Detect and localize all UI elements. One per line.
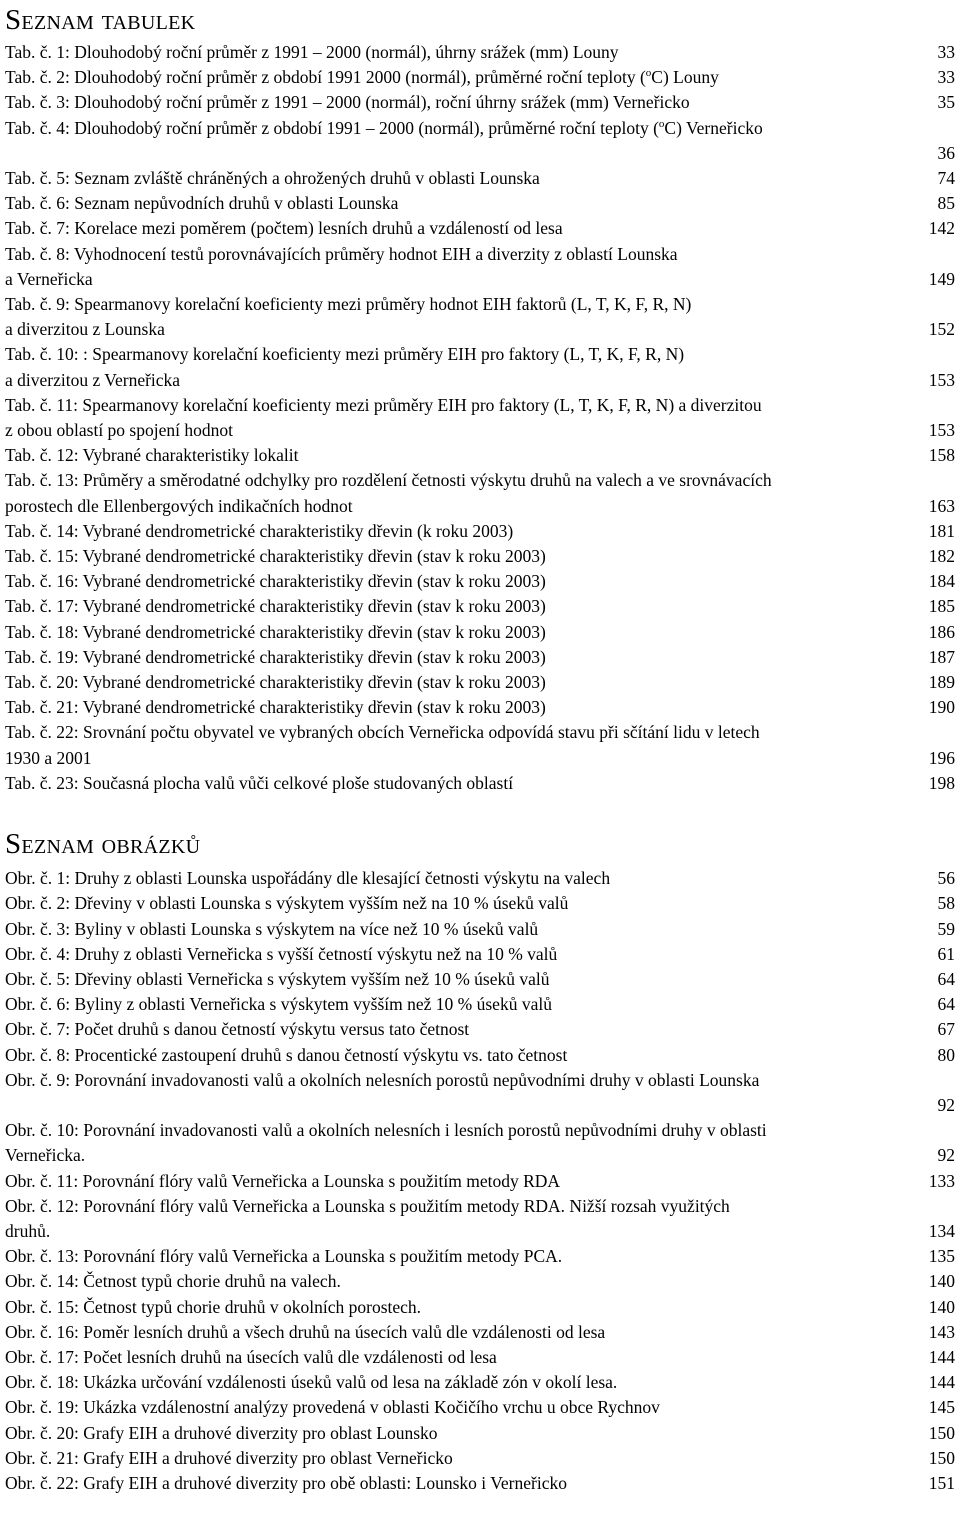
figures-heading: Seznam obrázků xyxy=(5,828,201,861)
table-entry[interactable] xyxy=(5,393,955,443)
table-entry[interactable] xyxy=(5,620,955,645)
table-page-number: 182 xyxy=(928,546,955,567)
table-entry-text: Tab. č. 21: Vybrané dendrometrické charakteristiky dřevin (stav k roku 2003) xyxy=(5,697,546,718)
table-page-number: 142 xyxy=(928,218,955,239)
table-entry[interactable] xyxy=(5,216,955,241)
figure-entry-text: Obr. č. 14: Četnost typů chorie druhů na valech. xyxy=(5,1271,341,1292)
table-entry-text-part: Tab. č. 2: Dlouhodobý roční průměr z období 1991 2000 (normál), průměrné roční teploty ( xyxy=(5,67,646,88)
table-entry[interactable] xyxy=(5,292,955,342)
table-entry-text: Tab. č. 17: Vybrané dendrometrické charakteristiky dřevin (stav k roku 2003) xyxy=(5,596,546,617)
table-page-number: 185 xyxy=(928,596,955,617)
table-entry-text: Tab. č. 16: Vybrané dendrometrické charakteristiky dřevin (stav k roku 2003) xyxy=(5,571,546,592)
table-entry-text-part: C) Verneřicko xyxy=(664,117,763,138)
figure-page-number: 134 xyxy=(928,1220,955,1241)
table-entry[interactable] xyxy=(5,468,955,518)
figure-page-number: 135 xyxy=(928,1246,955,1267)
figure-entry-text: Obr. č. 1: Druhy z oblasti Lounska uspořádány dle klesající četnosti výskytu na valech xyxy=(5,868,611,889)
table-entry-text: 1930 a 2001 xyxy=(5,747,92,768)
figure-page-number: 144 xyxy=(928,1346,955,1367)
table-entry[interactable] xyxy=(5,771,955,796)
figure-page-number: 92 xyxy=(937,1145,955,1166)
figure-entry-text: Verneřicka. xyxy=(5,1145,86,1166)
figure-entry[interactable] xyxy=(5,917,955,942)
figure-entry[interactable] xyxy=(5,1471,955,1496)
table-entry-text: a diverzitou z Lounska xyxy=(5,319,165,340)
figure-entry-text: Obr. č. 13: Porovnání flóry valů Verneřicka a Lounska s použitím metody PCA. xyxy=(5,1246,563,1267)
figure-entry-text: Obr. č. 12: Porovnání flóry valů Verneřicka a Lounska s použitím metody RDA. Nižší rozsah využitých xyxy=(5,1195,730,1216)
tables-heading: Seznam tabulek xyxy=(5,4,196,36)
table-entry-text: Tab. č. 22: Srovnání počtu obyvatel ve vybraných obcích Verneřicka odpovídá stavu při sčítání lidu v letech xyxy=(5,722,760,743)
table-page-number: 198 xyxy=(928,772,955,793)
table-entry[interactable] xyxy=(5,695,955,720)
figure-entry[interactable] xyxy=(5,1320,955,1345)
table-page-number: 74 xyxy=(937,168,955,189)
figure-entry[interactable] xyxy=(5,1269,955,1294)
figure-entry-text: Obr. č. 6: Byliny z oblasti Verneřicka s výskytem vyšším než 10 % úseků valů xyxy=(5,994,552,1015)
table-page-number: 158 xyxy=(928,445,955,466)
table-entry[interactable] xyxy=(5,519,955,544)
figure-entry[interactable] xyxy=(5,1169,955,1194)
figure-entry[interactable] xyxy=(5,967,955,992)
table-entry-text: Tab. č. 18: Vybrané dendrometrické charakteristiky dřevin (stav k roku 2003) xyxy=(5,621,546,642)
table-entry[interactable] xyxy=(5,116,955,166)
table-page-number: 33 xyxy=(937,67,955,88)
table-entry[interactable] xyxy=(5,166,955,191)
figure-entry[interactable] xyxy=(5,1395,955,1420)
degree-superscript: o xyxy=(645,67,652,80)
figure-entry-text: Obr. č. 20: Grafy EIH a druhové diverzity pro oblast Lounsko xyxy=(5,1422,438,1443)
figure-entry[interactable] xyxy=(5,891,955,916)
figure-page-number: 92 xyxy=(937,1094,955,1115)
table-entry-text: Tab. č. 20: Vybrané dendrometrické charakteristiky dřevin (stav k roku 2003) xyxy=(5,672,546,693)
figure-entry-text: Obr. č. 10: Porovnání invadovanosti valů a okolních nelesních i lesních porostů nepůvodními druhy v oblasti xyxy=(5,1120,767,1141)
figure-entry[interactable] xyxy=(5,942,955,967)
figure-entry-text: Obr. č. 11: Porovnání flóry valů Verneřicka a Lounska s použitím metody RDA xyxy=(5,1170,561,1191)
table-entry-text: Tab. č. 3: Dlouhodobý roční průměr z 1991 – 2000 (normál), roční úhrny srážek (mm) Verneřicko xyxy=(5,92,690,113)
table-entry-text: Tab. č. 9: Spearmanovy korelační koeficienty mezi průměry hodnot EIH faktorů (L, T, K, F, R, N) xyxy=(5,294,692,315)
table-entry[interactable] xyxy=(5,720,955,770)
table-entry-text: porostech dle Ellenbergových indikačních hodnot xyxy=(5,495,353,516)
table-entry-text: Tab. č. 5: Seznam zvláště chráněných a ohrožených druhů v oblasti Lounska xyxy=(5,168,540,189)
figure-entry[interactable] xyxy=(5,1370,955,1395)
figure-entry-text: druhů. xyxy=(5,1220,51,1241)
figure-page-number: 58 xyxy=(937,893,955,914)
figure-entry[interactable] xyxy=(5,866,955,891)
table-entry[interactable] xyxy=(5,65,955,90)
table-entry-text: Tab. č. 15: Vybrané dendrometrické charakteristiky dřevin (stav k roku 2003) xyxy=(5,546,546,567)
figure-entry-text: Obr. č. 9: Porovnání invadovanosti valů a okolních nelesních porostů nepůvodními druhy v oblasti Lounska xyxy=(5,1069,760,1090)
table-page-number: 163 xyxy=(928,495,955,516)
table-entry-text: Tab. č. 14: Vybrané dendrometrické charakteristiky dřevin (k roku 2003) xyxy=(5,520,514,541)
figure-entry[interactable] xyxy=(5,1043,955,1068)
table-page-number: 85 xyxy=(937,193,955,214)
table-page-number: 184 xyxy=(928,571,955,592)
figure-entry[interactable] xyxy=(5,1244,955,1269)
tables-list xyxy=(5,40,955,796)
table-entry-text: Tab. č. 19: Vybrané dendrometrické charakteristiky dřevin (stav k roku 2003) xyxy=(5,646,546,667)
table-page-number: 189 xyxy=(928,672,955,693)
table-entry-text: z obou oblastí po spojení hodnot xyxy=(5,420,233,441)
figure-entry-text: Obr. č. 4: Druhy z oblasti Verneřicka s vyšší četností výskytu než na 10 % valů xyxy=(5,943,558,964)
table-entry[interactable] xyxy=(5,191,955,216)
table-entry[interactable] xyxy=(5,342,955,392)
figure-entry[interactable] xyxy=(5,1017,955,1042)
table-page-number: 33 xyxy=(937,42,955,62)
figure-page-number: 151 xyxy=(928,1472,955,1493)
figure-entry-text: Obr. č. 3: Byliny v oblasti Lounska s výskytem na více než 10 % úseků valů xyxy=(5,918,539,939)
table-entry-text: a diverzitou z Verneřicka xyxy=(5,369,181,390)
table-entry-text-part: C) Louny xyxy=(651,67,719,88)
figure-entry[interactable] xyxy=(5,1068,955,1118)
figure-page-number: 140 xyxy=(928,1296,955,1317)
figure-entry-text: Obr. č. 15: Četnost typů chorie druhů v okolních porostech. xyxy=(5,1296,422,1317)
table-entry[interactable] xyxy=(5,40,955,65)
figure-page-number: 140 xyxy=(928,1271,955,1292)
table-entry[interactable] xyxy=(5,443,955,468)
figure-entry-text: Obr. č. 22: Grafy EIH a druhové diverzity pro obě oblasti: Lounsko i Verneřicko xyxy=(5,1472,567,1493)
table-entry-text: Tab. č. 12: Vybrané charakteristiky lokalit xyxy=(5,445,299,466)
figure-page-number: 64 xyxy=(937,994,955,1015)
figure-entry-text: Obr. č. 17: Počet lesních druhů na úsecích valů dle vzdálenosti od lesa xyxy=(5,1346,497,1367)
table-page-number: 36 xyxy=(937,142,955,163)
table-entry-text: Tab. č. 10: : Spearmanovy korelační koeficienty mezi průměry EIH pro faktory (L, T, K, F, R, N) xyxy=(5,344,685,365)
table-page-number: 190 xyxy=(928,697,955,718)
table-entry[interactable] xyxy=(5,242,955,292)
table-entry-text: Tab. č. 7: Korelace mezi poměrem (počtem) lesních druhů a vzdáleností od lesa xyxy=(5,218,563,239)
figure-page-number: 150 xyxy=(928,1422,955,1443)
figure-entry[interactable] xyxy=(5,1194,955,1244)
figure-page-number: 67 xyxy=(937,1019,955,1040)
table-entry-text: Tab. č. 23: Současná plocha valů vůči celkové ploše studovaných oblastí xyxy=(5,772,514,793)
table-entry[interactable] xyxy=(5,645,955,670)
figure-entry-text: Obr. č. 8: Procentické zastoupení druhů s danou četností výskytu vs. tato četnost xyxy=(5,1044,568,1065)
table-entry[interactable] xyxy=(5,569,955,594)
table-entry[interactable] xyxy=(5,90,955,115)
table-page-number: 187 xyxy=(928,646,955,667)
figure-entry-text: Obr. č. 18: Ukázka určování vzdálenosti úseků valů od lesa na základě zón v okolí lesa. xyxy=(5,1372,618,1393)
figure-entry-text: Obr. č. 21: Grafy EIH a druhové diverzity pro oblast Verneřicko xyxy=(5,1447,453,1468)
table-entry[interactable] xyxy=(5,544,955,569)
figure-page-number: 59 xyxy=(937,918,955,939)
figure-page-number: 144 xyxy=(928,1372,955,1393)
table-entry-text-part: Tab. č. 4: Dlouhodobý roční průměr z období 1991 – 2000 (normál), průměrné roční teploty ( xyxy=(5,117,659,138)
figure-page-number: 61 xyxy=(937,943,955,964)
table-entry-text: Tab. č. 6: Seznam nepůvodních druhů v oblasti Lounska xyxy=(5,193,399,214)
table-entry-text: Tab. č. 11: Spearmanovy korelační koeficienty mezi průměry EIH pro faktory (L, T, K, F, R, N) a diverzitou xyxy=(5,394,762,415)
figure-page-number: 64 xyxy=(937,968,955,989)
table-page-number: 181 xyxy=(928,520,955,541)
degree-superscript: o xyxy=(658,117,665,130)
figure-entry[interactable] xyxy=(5,1295,955,1320)
table-entry[interactable] xyxy=(5,670,955,695)
figure-page-number: 143 xyxy=(928,1321,955,1342)
table-page-number: 153 xyxy=(928,369,955,390)
figure-entry[interactable] xyxy=(5,1446,955,1471)
figure-entry-text: Obr. č. 16: Poměr lesních druhů a všech druhů na úsecích valů dle vzdálenosti od lesa xyxy=(5,1321,606,1342)
table-page-number: 35 xyxy=(937,92,955,113)
table-entry[interactable] xyxy=(5,594,955,619)
figure-page-number: 80 xyxy=(937,1044,955,1065)
figure-page-number: 133 xyxy=(928,1170,955,1191)
figures-list xyxy=(5,866,955,1496)
table-entry-text: Tab. č. 8: Vyhodnocení testů porovnávajících průměry hodnot EIH a diverzity z oblastí Lounska xyxy=(5,243,678,264)
table-page-number: 152 xyxy=(928,319,955,340)
table-page-number: 186 xyxy=(928,621,955,642)
table-entry-text: a Verneřicka xyxy=(5,268,93,289)
figure-page-number: 145 xyxy=(928,1397,955,1418)
figure-entry[interactable] xyxy=(5,992,955,1017)
figure-entry[interactable] xyxy=(5,1345,955,1370)
figure-page-number: 150 xyxy=(928,1447,955,1468)
figure-entry[interactable] xyxy=(5,1421,955,1446)
figure-entry-text: Obr. č. 7: Počet druhů s danou četností výskytu versus tato četnost xyxy=(5,1019,470,1040)
figure-entry[interactable] xyxy=(5,1118,955,1168)
table-entry-text: Tab. č. 13: Průměry a směrodatné odchylky pro rozdělení četnosti výskytu druhů na valech a ve srovnávacích xyxy=(5,470,772,491)
table-page-number: 153 xyxy=(928,420,955,441)
figure-entry-text: Obr. č. 2: Dřeviny v oblasti Lounska s výskytem vyšším než na 10 % úseků valů xyxy=(5,893,569,914)
figure-page-number: 56 xyxy=(937,868,955,889)
figure-entry-text: Obr. č. 19: Ukázka vzdálenostní analýzy provedená v oblasti Kočičího vrchu u obce Rychnov xyxy=(5,1397,660,1418)
table-entry-text: Tab. č. 1: Dlouhodobý roční průměr z 1991 – 2000 (normál), úhrny srážek (mm) Louny xyxy=(5,42,619,62)
figure-entry-text: Obr. č. 5: Dřeviny oblasti Verneřicka s výskytem vyšším než 10 % úseků valů xyxy=(5,968,550,989)
table-entry-text xyxy=(5,65,719,90)
table-page-number: 149 xyxy=(928,268,955,289)
table-page-number: 196 xyxy=(928,747,955,768)
table-entry-text xyxy=(5,116,955,141)
